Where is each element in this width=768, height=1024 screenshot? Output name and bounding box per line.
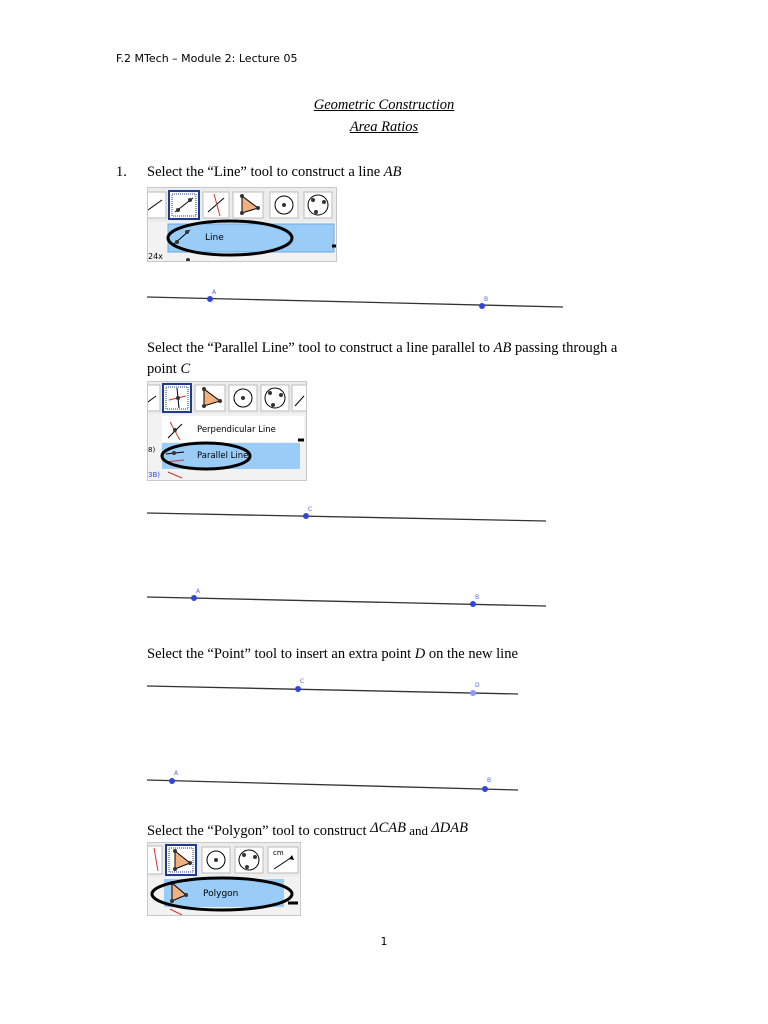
- point-a[interactable]: [207, 296, 213, 302]
- cm-label: cm: [273, 849, 284, 857]
- circle-three-points-icon-3[interactable]: [235, 847, 263, 873]
- line-tool-toolbar: [147, 187, 337, 262]
- circle-tool-icon[interactable]: [270, 192, 298, 218]
- line-menu-item[interactable]: Line: [205, 233, 224, 243]
- step-polygon-text: Select the “Polygon” tool to construct ΔCAB and ΔDAB: [147, 820, 468, 839]
- point-a-3[interactable]: [169, 778, 175, 784]
- label-d: D: [475, 682, 480, 689]
- page-number: 1: [380, 935, 388, 948]
- move-tool-icon-2[interactable]: [148, 385, 160, 411]
- step-parallel-text-2: point C: [147, 361, 191, 377]
- page-header: F.2 MTech – Module 2: Lecture 05: [116, 52, 298, 65]
- label-a-3: A: [174, 770, 179, 777]
- circle-three-points-icon[interactable]: [304, 192, 332, 218]
- step-line-text: Select the “Line” tool to construct a line AB: [147, 164, 402, 180]
- page-subtitle: Area Ratios: [349, 119, 419, 135]
- circle-tool-icon-2[interactable]: [229, 385, 257, 411]
- label-a-2: A: [196, 588, 201, 595]
- point-c[interactable]: [303, 513, 309, 519]
- polygon-tool-icon-2[interactable]: [195, 385, 225, 411]
- label-b-3: B: [487, 777, 492, 784]
- point-b-3[interactable]: [482, 786, 488, 792]
- figure-point-d: [140, 672, 540, 797]
- toolbar-graphics: [148, 188, 336, 261]
- line-tool-icon[interactable]: [169, 191, 199, 219]
- point-b[interactable]: [479, 303, 485, 309]
- label-b: B: [484, 296, 489, 303]
- point-b-2[interactable]: [470, 601, 476, 607]
- move-tool-icon[interactable]: [148, 192, 166, 218]
- label-b-2: B: [475, 594, 480, 601]
- polygon-tool-icon-3[interactable]: [166, 845, 196, 875]
- step-parallel-text: Select the “Parallel Line” tool to construct a line parallel to AB passing through a: [147, 340, 618, 356]
- perpendicular-line-menu-item[interactable]: Perpendicular Line: [197, 425, 276, 435]
- circle-tool-icon-3[interactable]: [202, 847, 230, 873]
- perpendicular-tool-icon-3[interactable]: [148, 846, 162, 874]
- measure-tool-icon[interactable]: [292, 385, 306, 411]
- polygon-menu-item[interactable]: Polygon: [203, 889, 239, 899]
- parallel-line-menu-item[interactable]: Parallel Line: [197, 451, 249, 461]
- parallel-tool-toolbar: [147, 381, 307, 481]
- label-c: C: [308, 506, 313, 513]
- circle-three-points-icon-2[interactable]: [261, 385, 289, 411]
- step-number: 1.: [116, 164, 127, 180]
- polygon-tool-icon[interactable]: [233, 192, 263, 218]
- page-title: Geometric Construction: [313, 97, 455, 113]
- figure-parallel-lines: [140, 500, 560, 615]
- point-d[interactable]: [470, 690, 476, 696]
- figure-line-ab: [140, 285, 580, 315]
- label-a: A: [212, 289, 217, 296]
- perpendicular-tool-icon[interactable]: [203, 192, 229, 218]
- parallel-tool-icon[interactable]: [163, 384, 191, 412]
- point-c-3[interactable]: [295, 686, 301, 692]
- point-a-2[interactable]: [191, 595, 197, 601]
- side-label-1: 8): [148, 446, 156, 454]
- step-point-text: Select the “Point” tool to insert an extra point D on the new line: [147, 646, 518, 662]
- side-label: 24x: [148, 252, 163, 261]
- label-c-3: C: [300, 678, 305, 685]
- side-label-2: 3B): [148, 471, 160, 479]
- polygon-tool-toolbar: [147, 842, 301, 916]
